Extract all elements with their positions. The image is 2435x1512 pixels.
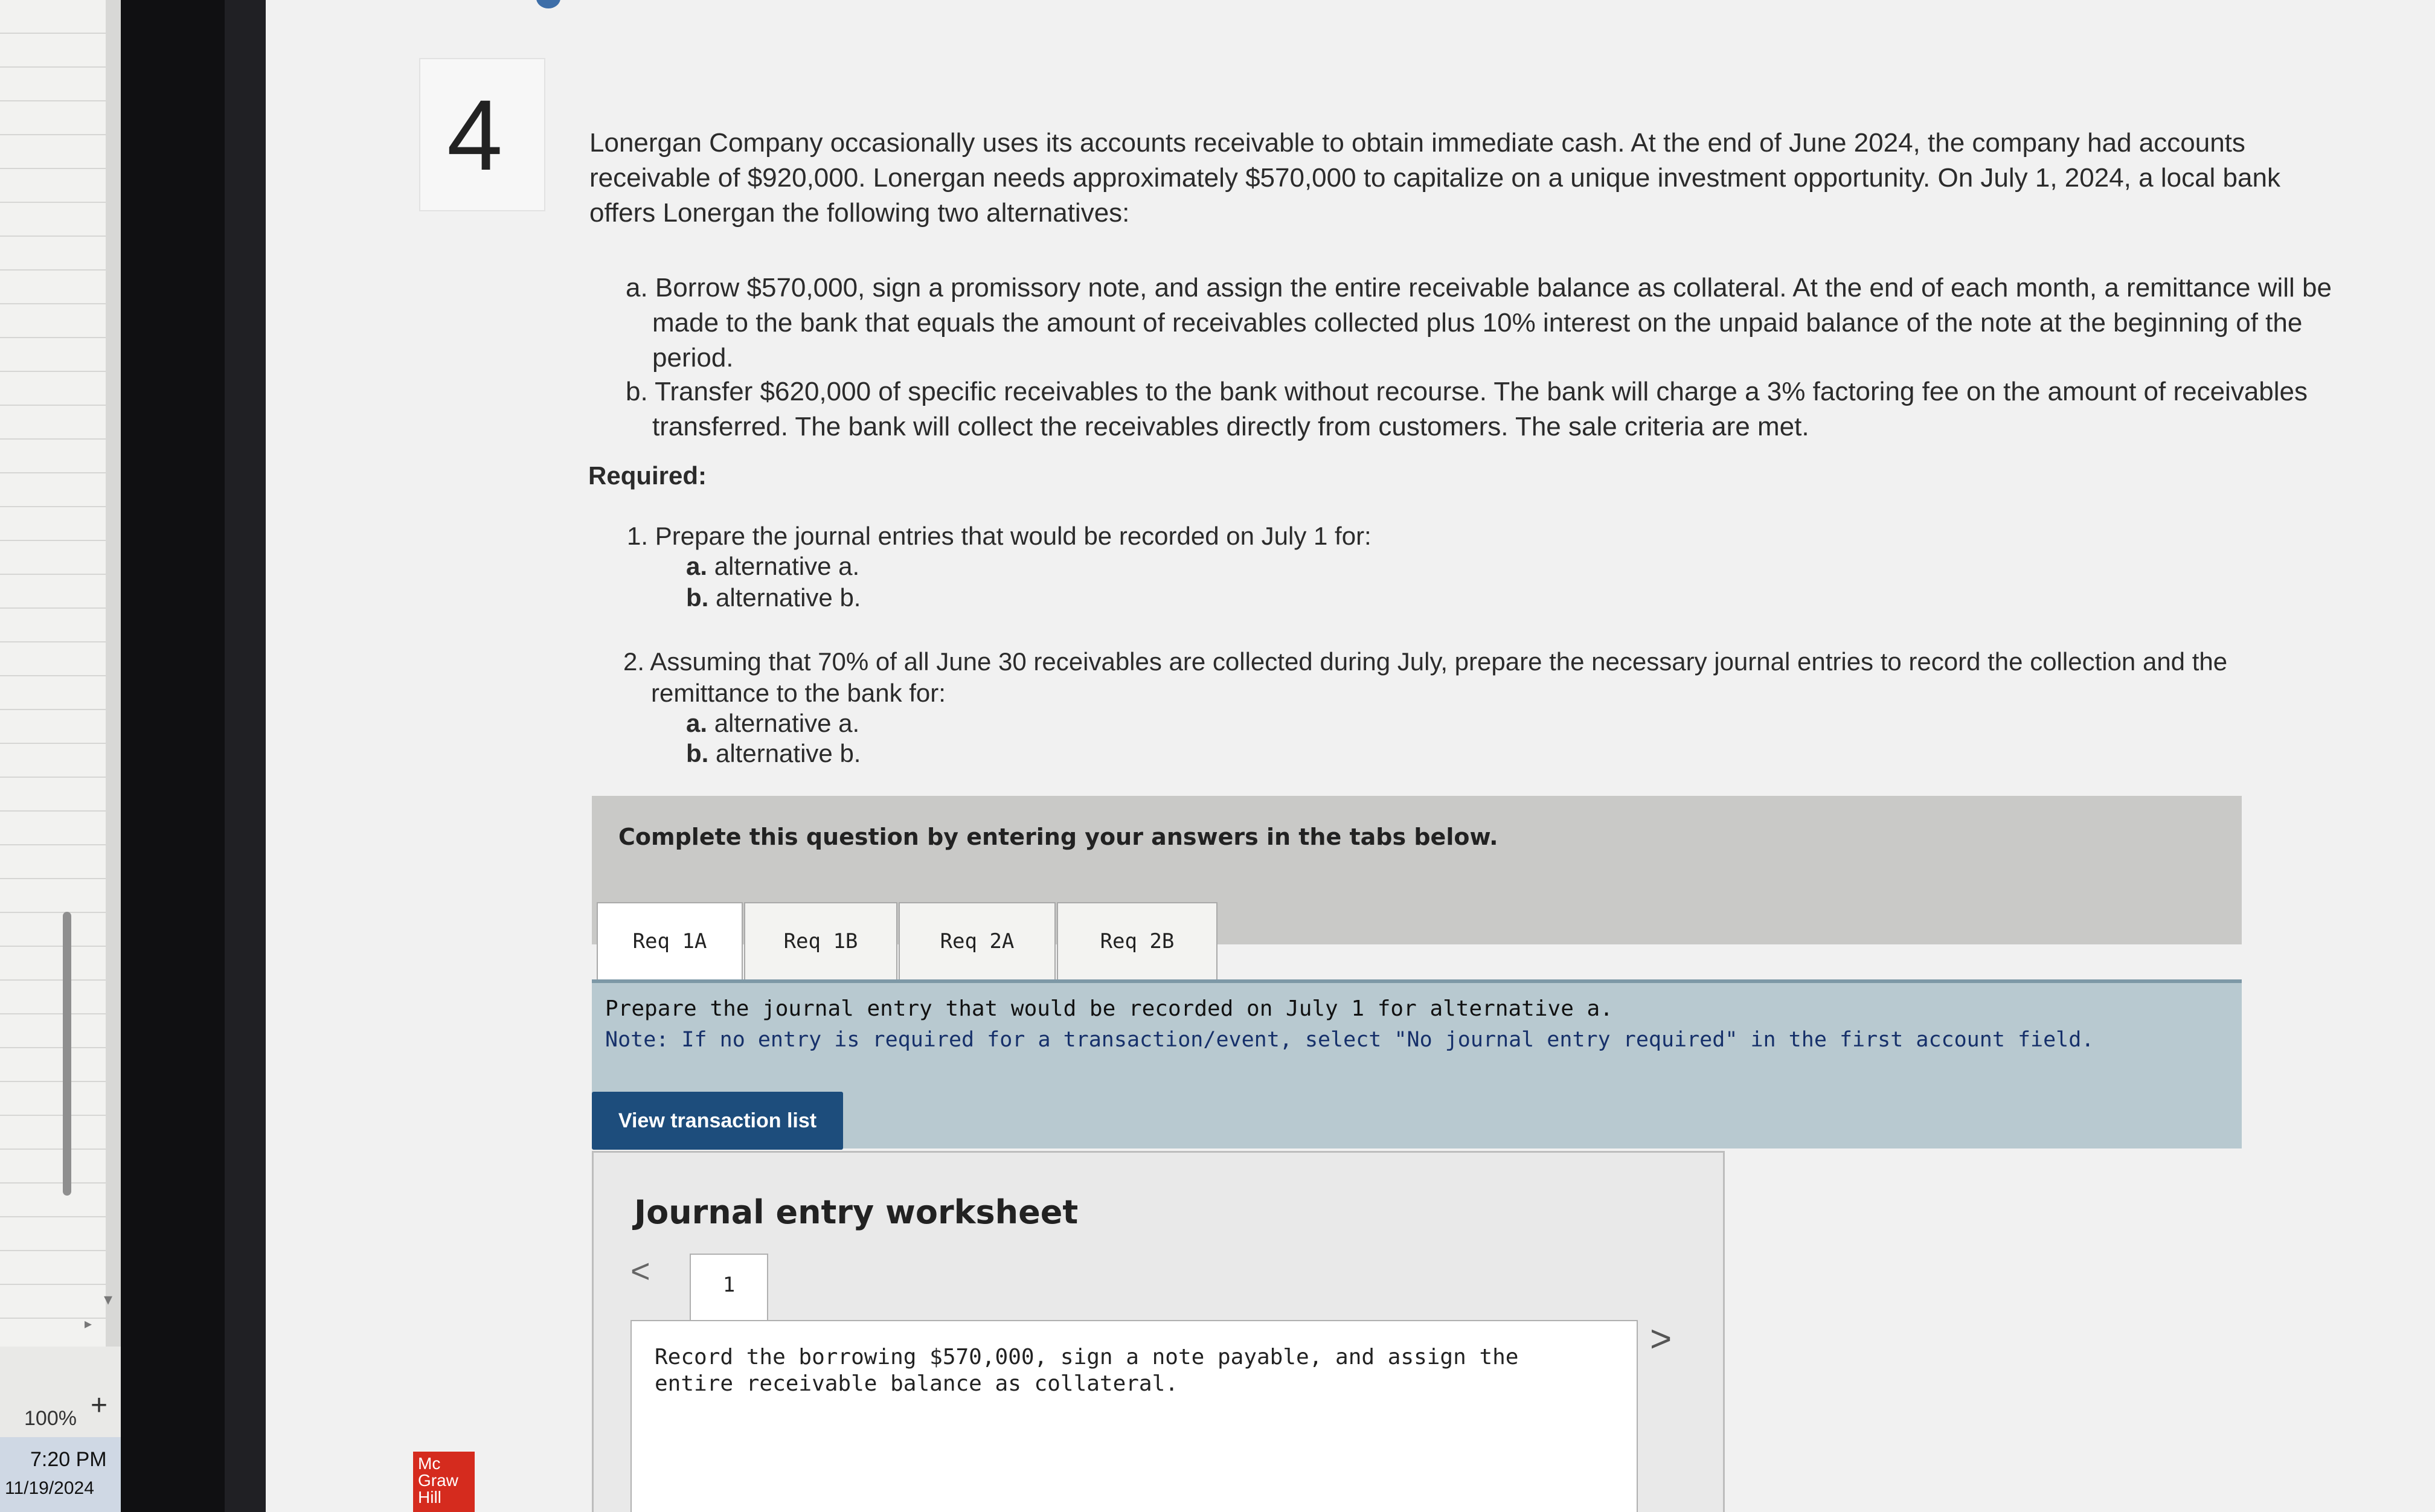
monitor-bezel-edge bbox=[225, 0, 266, 1512]
secondary-monitor bbox=[0, 0, 121, 1512]
requirement-1a bbox=[686, 552, 859, 581]
view-transaction-list-button[interactable]: View transaction list bbox=[592, 1092, 843, 1150]
clock-time: 7:20 PM bbox=[30, 1448, 107, 1471]
zoom-in-button[interactable]: + bbox=[91, 1389, 108, 1421]
vertical-scrollbar[interactable] bbox=[63, 912, 71, 1196]
chevron-down-icon[interactable]: ▾ bbox=[104, 1290, 113, 1309]
worksheet-title: Journal entry worksheet bbox=[634, 1193, 1079, 1231]
chevron-right-icon[interactable]: > bbox=[1650, 1318, 1672, 1360]
question-page bbox=[266, 0, 2435, 1512]
clock-date: 11/19/2024 bbox=[5, 1478, 94, 1498]
question-number: 4 bbox=[447, 80, 503, 191]
sub-letter: a. bbox=[686, 552, 708, 580]
tab-req-2b[interactable]: Req 2B bbox=[1057, 902, 1218, 979]
question-intro: Lonergan Company occasionally uses its accounts receivable to obtain immediate cash. At the end of June 2024, the company had accounts receivable of $920,000. Lonergan needs approximately $570,000 to capitalize on a unique investment opportunity. On July 1, 2024, a local bank offers Lonergan the following two alternatives: bbox=[589, 128, 2280, 228]
chevron-left-icon[interactable]: < bbox=[630, 1252, 650, 1290]
sub-letter: b. bbox=[686, 583, 709, 612]
note-label: Note: bbox=[605, 1028, 669, 1052]
sub-text: alternative b. bbox=[708, 739, 861, 767]
instruction-text: Complete this question by entering your answers in the tabs below. bbox=[618, 824, 1498, 850]
sub-letter: a. bbox=[686, 709, 708, 737]
requirement-1b bbox=[686, 583, 861, 612]
worksheet-description: Record the borrowing $570,000, sign a note payable, and assign the entire receivable balance as collateral. bbox=[655, 1345, 1519, 1396]
worksheet-tab-1[interactable]: 1 bbox=[690, 1254, 768, 1321]
tab-req-1a[interactable]: Req 1A bbox=[597, 902, 743, 979]
sub-text: alternative b. bbox=[708, 583, 861, 612]
requirement-2: 2. Assuming that 70% of all June 30 receivables are collected during July, prepare the necessary journal entries to record the collection and the remittance to the bank for: bbox=[623, 647, 2228, 707]
chevron-right-icon[interactable]: ▸ bbox=[85, 1316, 92, 1332]
tab-req-2a[interactable]: Req 2A bbox=[899, 902, 1056, 979]
logo-line: Mc bbox=[418, 1454, 441, 1473]
info-icon[interactable] bbox=[536, 0, 560, 8]
alternative-b: b. Transfer $620,000 of specific receivables to the bank without recourse. The bank will charge a 3% factoring fee on the amount of receivables transferred. The bank will collect the receivables directly from customers. The sale criteria are met. bbox=[626, 377, 2308, 441]
requirement-2a bbox=[686, 709, 859, 738]
alternative-a: a. Borrow $570,000, sign a promissory note, and assign the entire receivable balance as collateral. At the end of each month, a remittance will be made to the bank that equals the amount of receivables collected plus 10% interest on the unpaid balance of the note at the beginning of the period. bbox=[626, 273, 2332, 373]
sub-text: alternative a. bbox=[707, 552, 860, 580]
tab-note bbox=[605, 1028, 2236, 1052]
logo-line: Graw bbox=[418, 1471, 458, 1490]
logo-line: Hill bbox=[418, 1488, 441, 1507]
tab-prompt: Prepare the journal entry that would be recorded on July 1 for alternative a. bbox=[605, 996, 1613, 1021]
spreadsheet-grid bbox=[0, 0, 106, 1347]
required-heading: Required: bbox=[588, 461, 707, 490]
sub-letter: b. bbox=[686, 739, 709, 767]
zoom-level: 100% bbox=[24, 1407, 77, 1430]
sub-text: alternative a. bbox=[707, 709, 860, 737]
requirement-1: 1. Prepare the journal entries that would be recorded on July 1 for: bbox=[627, 522, 1371, 550]
tab-req-1b[interactable]: Req 1B bbox=[744, 902, 897, 979]
requirement-2b bbox=[686, 739, 861, 768]
note-body: If no entry is required for a transaction/event, select "No journal entry required" in the first account field. bbox=[669, 1028, 2094, 1052]
mcgraw-hill-logo bbox=[413, 1452, 475, 1512]
